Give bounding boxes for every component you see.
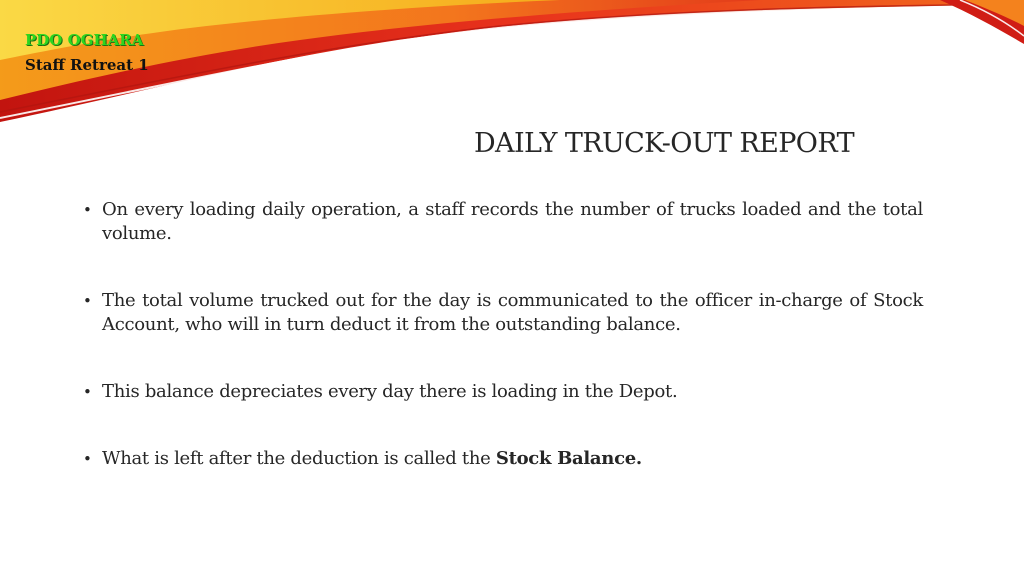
brand-title: PDO OGHARA <box>25 31 144 49</box>
bullet-text: What is left after the deduction is called the <box>102 448 496 469</box>
brand-subtitle: Staff Retreat 1 <box>25 56 149 74</box>
bullet-item-stock-balance <box>81 447 923 471</box>
bullet-item: • This balance depreciates every day there is loading in the Depot. <box>81 380 923 404</box>
bullet-list <box>81 198 923 471</box>
stock-balance-term: Stock Balance. <box>495 448 642 469</box>
decorative-swoosh <box>0 0 1024 130</box>
brand-block <box>25 30 149 76</box>
slide-title: DAILY TRUCK-OUT REPORT <box>474 128 854 159</box>
bullet-item: • The total volume trucked out for the day is communicated to the officer in-charge of Stock Account, who will in turn deduct it from the outstanding balance. <box>81 289 923 337</box>
bullet-item: • On every loading daily operation, a staff records the number of trucks loaded and the total volume. <box>81 198 923 246</box>
